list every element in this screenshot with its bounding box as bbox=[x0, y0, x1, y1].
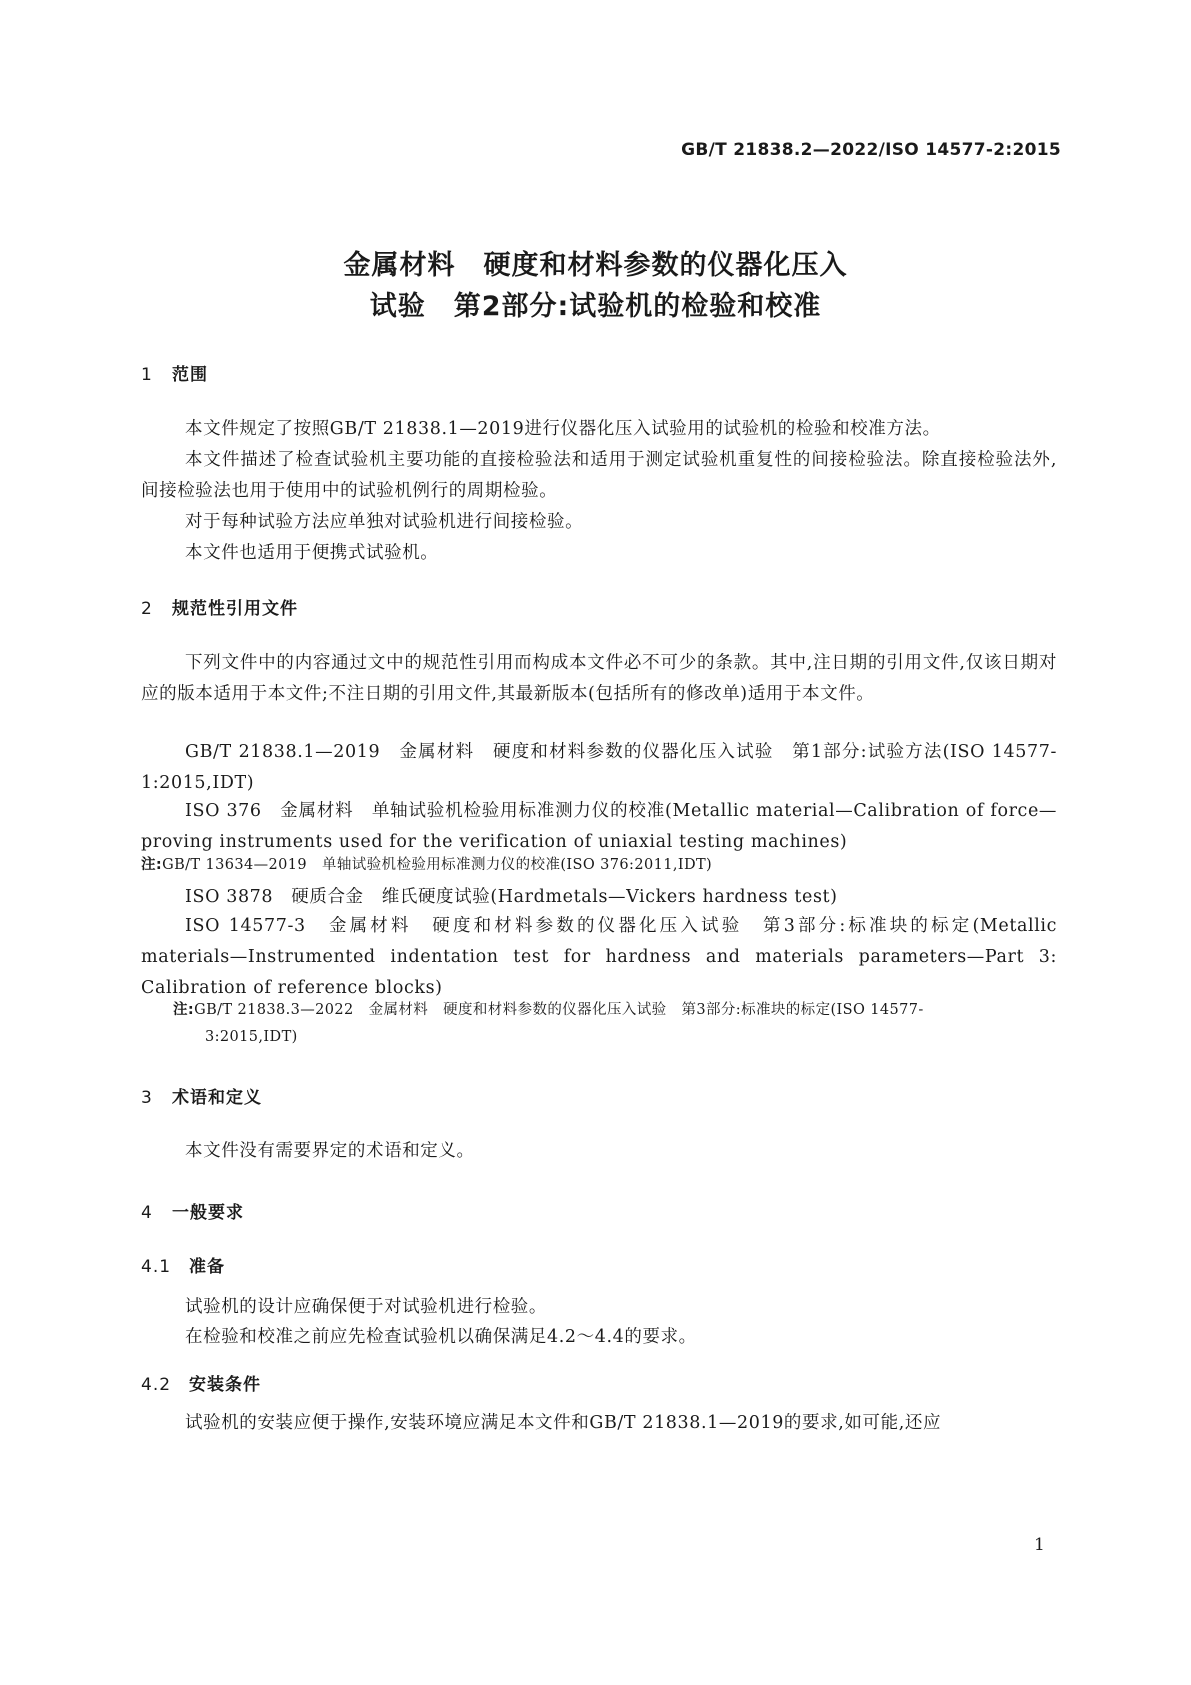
paragraph: 本文件描述了检查试验机主要功能的直接检验法和适用于测定试验机重复性的间接检验法。除直接检验法外,间接检验法也用于使用中的试验机例行的周期检验。 bbox=[141, 450, 1057, 501]
section-title: 准备 bbox=[189, 1257, 225, 1277]
section-title: 术语和定义 bbox=[172, 1088, 262, 1108]
note-label: 注: bbox=[141, 857, 163, 873]
note bbox=[141, 852, 1015, 879]
paragraph: 在检验和校准之前应先检查试验机以确保满足4.2～4.4的要求。 bbox=[185, 1327, 697, 1347]
paragraph: 本文件也适用于便携式试验机。 bbox=[185, 543, 439, 563]
section-2-heading bbox=[141, 594, 298, 619]
note-text: GB/T 13634—2019 单轴试验机检验用标准测力仪的校准(ISO 376:2011,IDT) bbox=[162, 857, 713, 873]
document-title-line-1: 金属材料 硬度和材料参数的仪器化压入 bbox=[343, 250, 848, 281]
section-number: 3 bbox=[141, 1088, 153, 1108]
section-4-1-heading bbox=[141, 1252, 225, 1277]
section-4-heading bbox=[141, 1198, 244, 1223]
section-number: 2 bbox=[141, 599, 153, 619]
section-number: 4.1 bbox=[141, 1257, 172, 1277]
paragraph: 本文件没有需要界定的术语和定义。 bbox=[185, 1141, 475, 1161]
section-title: 一般要求 bbox=[172, 1203, 244, 1223]
note bbox=[173, 997, 1047, 1051]
document-code-header: GB/T 21838.2—2022/ISO 14577-2:2015 bbox=[681, 140, 1061, 160]
section-1-heading bbox=[141, 360, 208, 385]
page-number: 1 bbox=[1034, 1535, 1045, 1555]
reference-entry: ISO 14577-3 金属材料 硬度和材料参数的仪器化压入试验 第3部分:标准块的标定(Metallic materials—Instrumented indentation test for hardness and materials parameters—Part 3: Calibration of reference blocks) bbox=[141, 916, 1057, 998]
section-title: 范围 bbox=[172, 365, 208, 385]
section-number: 1 bbox=[141, 365, 153, 385]
section-4-2-heading bbox=[141, 1370, 261, 1395]
document-title-line-2: 试验 第2部分:试验机的检验和校准 bbox=[369, 291, 822, 322]
note-text-continued: 3:2015,IDT) bbox=[205, 1029, 298, 1045]
paragraph: 对于每种试验方法应单独对试验机进行间接检验。 bbox=[185, 512, 584, 532]
paragraph: 下列文件中的内容通过文中的规范性引用而构成本文件必不可少的条款。其中,注日期的引用文件,仅该日期对应的版本适用于本文件;不注日期的引用文件,其最新版本(包括所有的修改单)适用于本文件。 bbox=[141, 653, 1057, 704]
reference-entry: GB/T 21838.1—2019 金属材料 硬度和材料参数的仪器化压入试验 第1部分:试验方法(ISO 14577-1:2015,IDT) bbox=[141, 742, 1057, 793]
reference-entry: ISO 3878 硬质合金 维氏硬度试验(Hardmetals—Vickers hardness test) bbox=[185, 887, 838, 907]
note-text: GB/T 21838.3—2022 金属材料 硬度和材料参数的仪器化压入试验 第3部分:标准块的标定(ISO 14577- bbox=[194, 1002, 924, 1018]
section-number: 4 bbox=[141, 1203, 153, 1223]
reference-entry: ISO 376 金属材料 单轴试验机检验用标准测力仪的校准(Metallic material—Calibration of force—proving instruments used for the verification of uniaxial testing machines) bbox=[141, 801, 1057, 852]
section-number: 4.2 bbox=[141, 1375, 172, 1395]
section-3-heading bbox=[141, 1083, 262, 1108]
paragraph: 本文件规定了按照GB/T 21838.1—2019进行仪器化压入试验用的试验机的检验和校准方法。 bbox=[185, 419, 941, 439]
paragraph: 试验机的设计应确保便于对试验机进行检验。 bbox=[185, 1297, 547, 1317]
paragraph: 试验机的安装应便于操作,安装环境应满足本文件和GB/T 21838.1—2019的要求,如可能,还应 bbox=[185, 1413, 942, 1433]
section-title: 规范性引用文件 bbox=[172, 599, 298, 619]
section-title: 安装条件 bbox=[189, 1375, 261, 1395]
note-label: 注: bbox=[173, 1002, 195, 1018]
